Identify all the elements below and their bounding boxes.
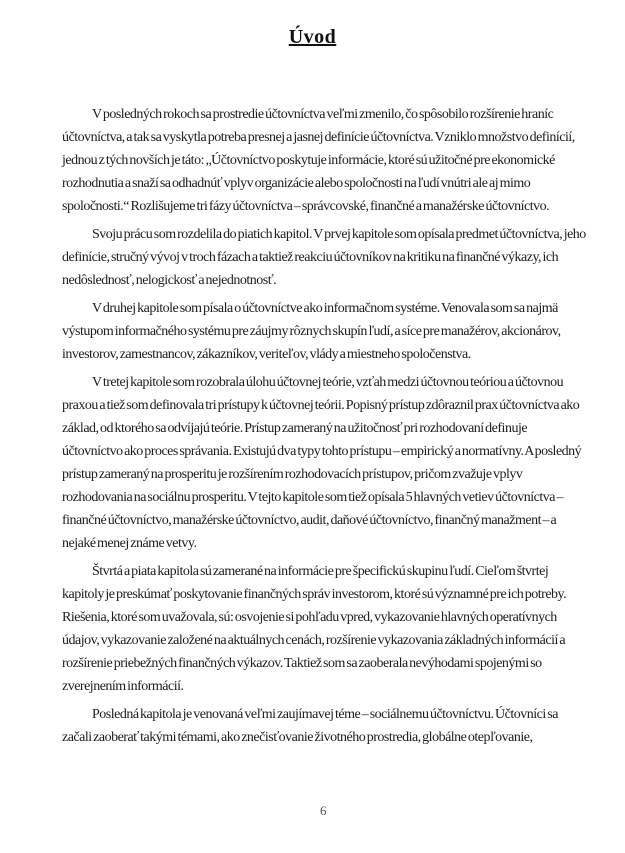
page-title: Úvod	[288, 26, 337, 48]
document-body	[62, 103, 587, 754]
paragraph-chapter-three: V tretej kapitole som rozobrala úlohu účtovnej teórie, vzťah medzi účtovnou teóriou a účtovnou praxou a tiež som definovala tri prístupy k účtovnej teórii. Popisný prístup zdôraznil prax účtovníctva ako základ, od ktorého sa odvíjajú teórie. Prístup zameraný na užitočnosť pri rozhodovaní definuje účtovníctvo ako proces správania. Existujú dva typy tohto prístupu – empirický a normatívny. A posledný prístup zameraný na prosperitu je rozšírením rozhodovacích prístupov, pričom zvažuje vplyv rozhodovania na sociálnu prosperitu. V tejto kapitole som tiež opísala 5 hlavných vetiev účtovníctva – finančné účtovníctvo, manažérske účtovníctvo, audit, daňové účtovníctvo, finančný manažment – a nejaké menej známe vetvy.	[62, 375, 582, 551]
paragraph-chapter-four-five: Štvrtá a piata kapitola sú zamerané na informácie pre špecifickú skupinu ľudí. Cieľom štvrtej kapitoly je preskúmať poskytovanie finančných správ investorom, ktoré sú významné pre ich potreby. Riešenia, ktoré som uvažovala, sú: osvojenie si pohľadu vpred, vykazovanie hlavných operatívnych údajov, vykazovanie založené na aktuálnych cenách, rozšírenie vykazovania základných informácií a rozšírenie priebežných finančných výkazov. Taktiež som sa zaoberala nevýhodami spojenými so zverejnením informácií.	[62, 564, 567, 694]
paragraph-chapter-two: V druhej kapitole som písala o účtovníctve ako informačnom systéme. Venovala som sa najmä výstupom informačného systému pre záujmy rôznych skupín ľudí, a síce pre manažérov, akcionárov, investorov, zamestnancov, zákazníkov, veriteľov, vlády a miestneho spoločenstva.	[62, 301, 561, 362]
paragraph-chapter-overview: Svoju prácu som rozdelila do piatich kapitol. V prvej kapitole som opísala predmet účtovníctva, jeho definície, stručný vývoj v troch fázach a taktiež reakciu účtovníkov na kritiku na finančné výkazy, ich nedôslednosť, nelogickosť a nejednotnosť.	[62, 227, 586, 288]
paragraph-intro: V posledných rokoch sa prostredie účtovníctva veľmi zmenilo, čo spôsobilo rozšírenie hraníc účtovníctva, a tak sa vyskytla potreba presnej a jasnej definície účtovníctva. Vzniklo množstvo definícií, jednou z tých novších je táto: „Účtovníctvo poskytuje informácie, ktoré sú užitočné pre ekonomické rozhodnutia a snaží sa odhadnúť vplyv organizácie alebo spoločnosti na ľudí vnútri ale aj mimo spoločnosti.“ Rozlišujeme tri fázy účtovníctva – správcovské, finančné a manažérske účtovníctvo.	[62, 107, 575, 214]
page-number: 6	[320, 803, 327, 818]
paragraph-last-chapter: Posledná kapitola je venovaná veľmi zaujímavej téme – sociálnemu účtovníctvu. Účtovníci sa začali zaoberať takými témami, ako znečisťovanie životného prostredia, globálne otepľovanie,	[62, 707, 558, 745]
